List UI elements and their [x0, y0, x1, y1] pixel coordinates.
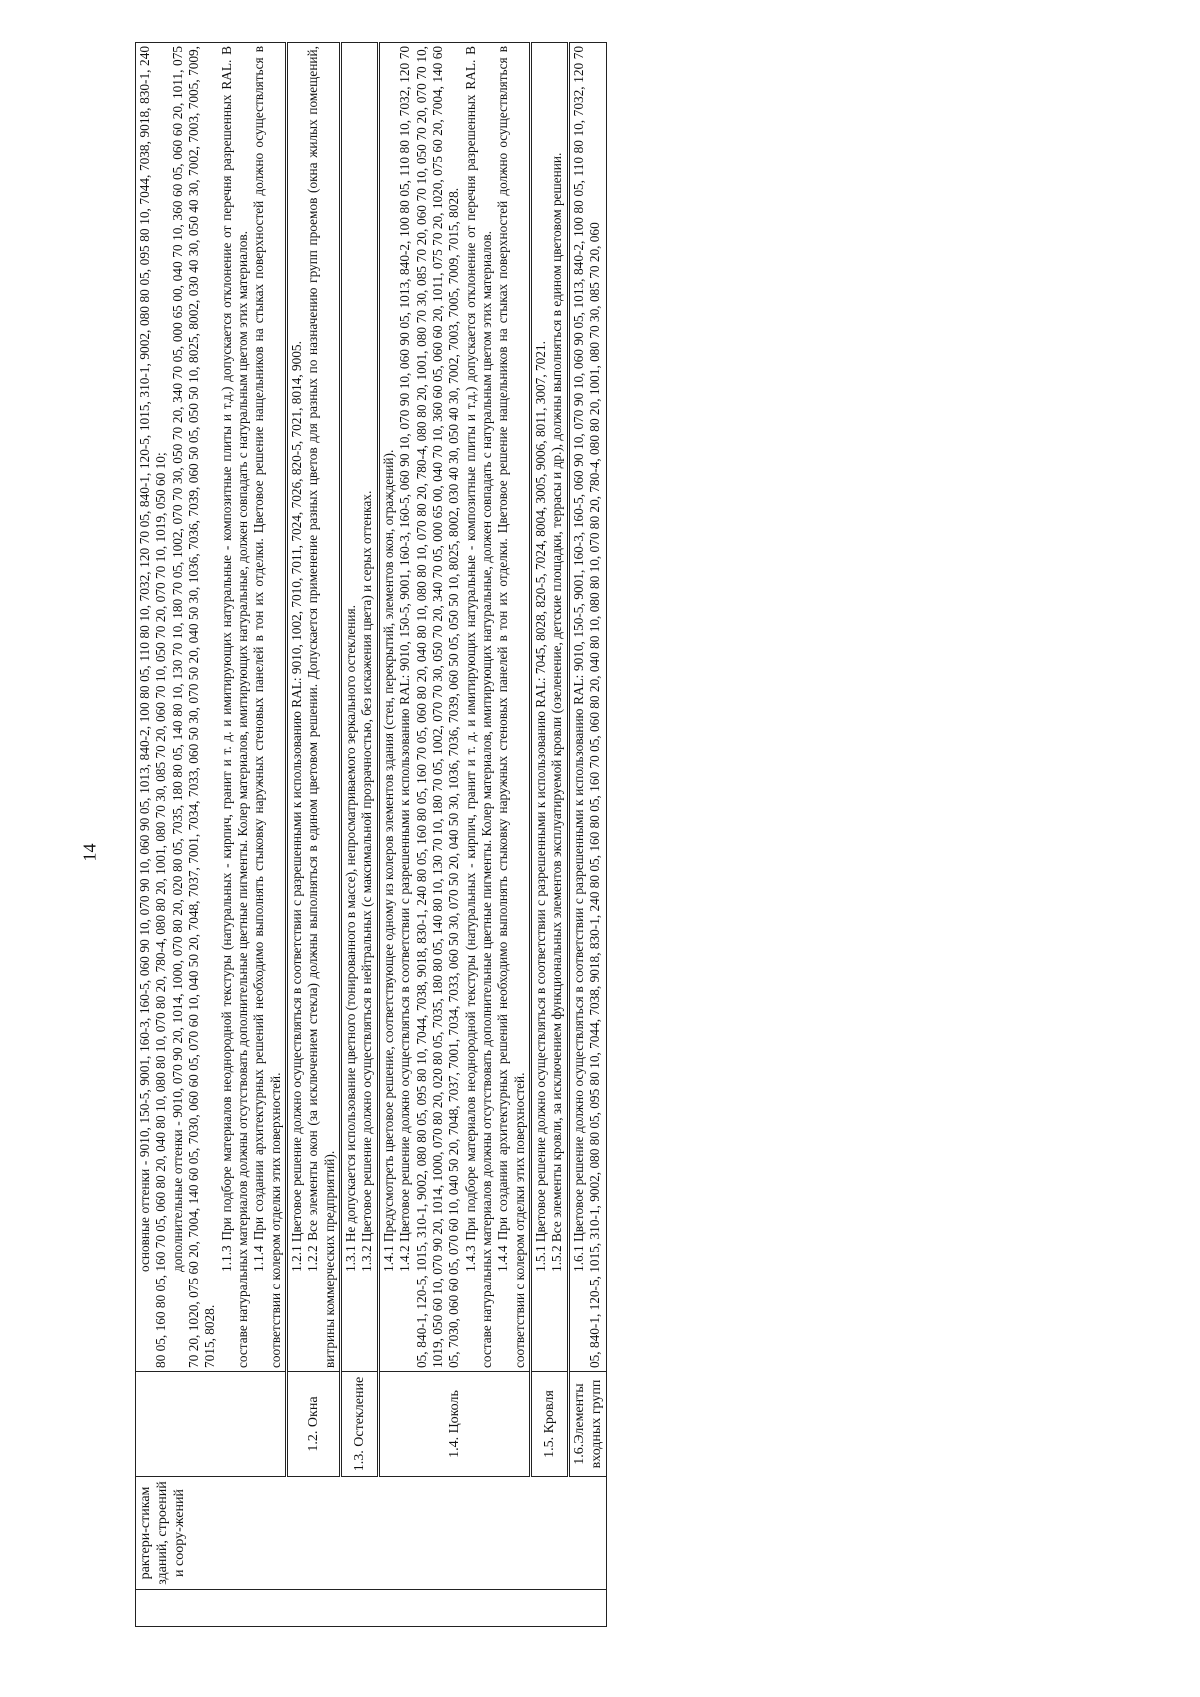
section-cell: 1.3. Остекление — [341, 1372, 379, 1477]
content-cell — [378, 43, 530, 1372]
paragraph: 1.2.2 Все элементы окон (за исключением стекла) должны выполняться в едином цветовом решении. Допускается применение разных цветов для разных по назначению групп проемов (окна жилых помещений, витрины коммерческих предприятий). — [305, 46, 337, 1368]
section-cell: 1.6.Элементы входных групп — [568, 1372, 606, 1477]
table-row — [136, 43, 287, 1627]
paragraph: 1.2.1 Цветовое решение должно осуществляться в соответствии с разрешенными к использованию RAL: 9010, 1002, 7010, 7011, 7024, 7026, 820-5, 7021, 8014, 9005. — [289, 341, 305, 1272]
paragraph: основные оттенки - 9010, 150-5, 9001, 160-3, 160-5, 060 90 10, 070 90 10, 060 90 05, 1013, 840-2, 100 80 05, 110 80 10, 7032, 120 70 05, 840-1, 120-5, 1015, 310-1, 9002, 080 80 05, 095 80 10, 7044, 7038, 9018, 830-1, 240 80 05, 160 80 05, 160 70 05, 060 80 20, 040 80 10, 080 80 10, 070 80 20, 780-4, 080 80 20, 1001, 080 70 30, 085 70 20, 060 70 10, 050 70 20, 070 70 10, 1019, 050 60 10; — [137, 46, 169, 1368]
table-row — [341, 43, 379, 1627]
paragraph: 1.1.4 При создании архитектурных решений необходимо выполнять стыковку наружных стеновых панелей в тон их отделки. Цветовое решение нащельников на стыках поверхностей должно осуществляться в соответствии с колером отделки этих поверхностей. — [251, 46, 283, 1368]
content-cell — [341, 43, 379, 1372]
section-cell: 1.4. Цоколь — [378, 1372, 530, 1477]
paragraph: дополнительные оттенки - 9010, 070 90 20, 1014, 1000, 070 80 20, 020 80 05, 7035, 180 80 05, 140 80 10, 130 70 10, 180 70 05, 1002, 070 70 30, 050 70 20, 340 70 05, 000 65 00, 040 70 10, 360 60 05, 060 60 20, 1011, 075 70 20, 1020, 075 60 20, 7004, 140 60 05, 7030, 060 60 05, 070 60 10, 040 50 20, 7048, 7037, 7001, 7034, 7033, 060 50 30, 070 50 20, 040 50 30, 1036, 7036, 7039, 060 50 05, 050 50 10, 8025, 8002, 030 40 30, 050 40 30, 7002, 7003, 7005, 7009, 7015, 8028. — [169, 46, 218, 1368]
blank-margin-cell — [136, 1590, 607, 1627]
paragraph: 1.5.1 Цветовое решение должно осуществляться в соответствии с разрешенными к использованию RAL: 7045, 8028, 820-5, 7024, 8004, 3005, 9006, 8011, 3007, 7021. — [532, 341, 548, 1272]
content-cell — [287, 43, 341, 1372]
content-cell — [136, 43, 287, 1372]
section-cell: 1.5. Кровля — [530, 1372, 568, 1477]
rotated-table-sheet — [135, 42, 1088, 1627]
table-row — [378, 43, 530, 1627]
paragraph: 1.3.1 Не допускается использование цветного (тонированного в массе), непросматриваемого зеркального остекления. — [343, 605, 359, 1272]
color-requirements-table — [135, 42, 607, 1627]
table-row — [568, 43, 606, 1627]
paragraph: 1.4.1 Предусмотреть цветовое решение, соответствующее одному из колеров элементов здания (стен, перекрытий, элементов окон, ограждений). — [380, 449, 396, 1272]
content-cell — [568, 43, 606, 1372]
paragraph: 1.4.2 Цветовое решение должно осуществляться в соответствии с разрешенными к использованию RAL: 9010, 150-5, 9001, 160-3, 160-5, 060 90 10, 070 90 10, 060 90 05, 1013, 840-2, 100 80 05, 110 80 10, 7032, 120 70 05, 840-1, 120-5, 1015, 310-1, 9002, 080 80 05, 095 80 10, 7044, 7038, 9018, 830-1, 240 80 05, 160 80 05, 160 70 05, 060 80 20, 040 80 10, 080 80 10, 070 80 20, 780-4, 080 80 20, 1001, 080 70 30, 085 70 20, 060 70 10, 050 70 20, 070 70 10, 1019, 050 60 10, 070 90 20, 1014, 1000, 070 80 20, 020 80 05, 7035, 180 80 05, 140 80 10, 130 70 10, 180 70 05, 1002, 070 70 30, 050 70 20, 340 70 05, 000 65 00, 040 70 10, 360 60 05, 060 60 20, 1011, 075 70 20, 1020, 075 60 20, 7004, 140 60 05, 7030, 060 60 05, 070 60 10, 040 50 20, 7048, 7037, 7001, 7034, 7033, 060 50 30, 070 50 20, 040 50 30, 1036, 7036, 7039, 060 50 05, 050 50 10, 8025, 8002, 030 40 30, 050 40 30, 7002, 7003, 7005, 7009, 7015, 8028. — [397, 46, 462, 1368]
table-row — [287, 43, 341, 1627]
table-body — [136, 43, 607, 1627]
table-row — [530, 43, 568, 1627]
paragraph: 1.4.4 При создании архитектурных решений необходимо выполнять стыковку наружных стеновых панелей в тон их отделки. Цветовое решение нащельников на стыках поверхностей должно осуществляться в соответствии с колером отделки этих поверхностей. — [495, 46, 527, 1368]
paragraph: 1.6.1 Цветовое решение должно осуществляться в соответствии с разрешенными к использованию RAL: 9010, 150-5, 9001, 160-3, 160-5, 060 90 10, 070 90 10, 060 90 05, 1013, 840-2, 100 80 05, 110 80 10, 7032, 120 70 05, 840-1, 120-5, 1015, 310-1, 9002, 080 80 05, 095 80 10, 7044, 7038, 9018, 830-1, 240 80 05, 160 80 05, 160 70 05, 060 80 20, 040 80 10, 080 80 10, 070 80 20, 780-4, 080 80 20, 1001, 080 70 30, 085 70 20, 060 — [570, 46, 602, 1368]
paragraph: 1.3.2 Цветовое решение должно осуществляться в нейтральных (с максимальной прозрачностью, без искажения цвета) и серых оттенках. — [359, 490, 375, 1272]
section-cell — [136, 1372, 287, 1477]
paragraph: 1.5.2 Все элементы кровли, за исключением функциональных элементов эксплуатируемой кровли (озеленение, детские площадки, террасы и др.), должны выполняться в едином цветовом решении. — [549, 152, 565, 1272]
page-number: 14 — [79, 843, 100, 862]
paragraph: 1.4.3 При подборе материалов неоднородной текстуры (натуральных - кирпич, гранит и т. д. и имитирующих натуральные - композитные плиты и т.д.) допускается отклонение от перечня разрешенных RAL. В составе натуральных материалов должны отсутствовать дополнительные цветные пигменты. Колер материалов, имитирующих натуральные, должен совпадать с натуральным цветом этих материалов. — [462, 46, 494, 1368]
category-cell: рактери-стикам зданий, строений и соору-жений — [136, 1477, 607, 1590]
paragraph: 1.1.3 При подборе материалов неоднородной текстуры (натуральных - кирпич, гранит и т. д. и имитирующих натуральные - композитные плиты и т.д.) допускается отклонение от перечня разрешенных RAL. В составе натуральных материалов должны отсутствовать дополнительные цветные пигменты. Колер материалов, имитирующих натуральные, должен совпадать с натуральным цветом этих материалов. — [218, 46, 251, 1368]
content-cell — [530, 43, 568, 1372]
section-cell: 1.2. Окна — [287, 1372, 341, 1477]
